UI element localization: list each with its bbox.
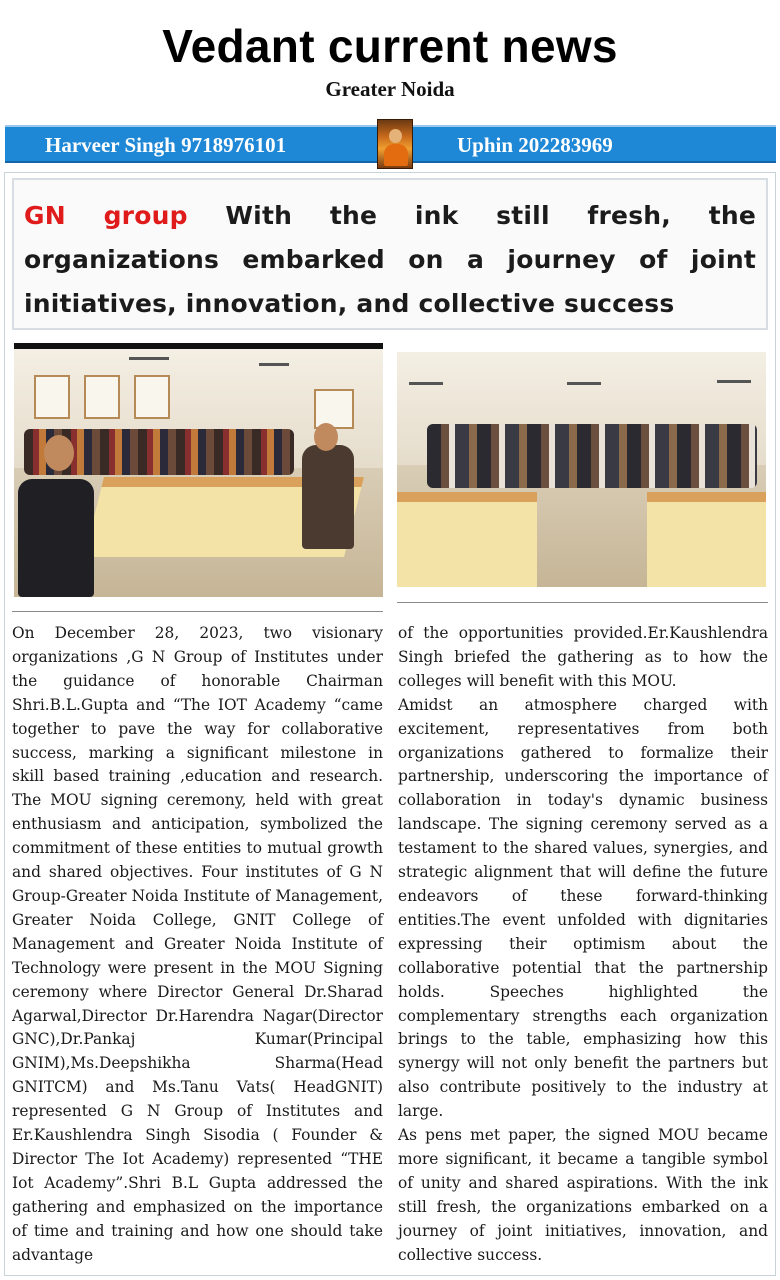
photo-person-seated	[18, 479, 94, 597]
newspaper-title: Vedant current news	[162, 20, 618, 72]
portrait-robe	[384, 144, 408, 166]
photo-window	[314, 389, 354, 429]
photo-person-seated	[302, 445, 354, 549]
photo-group-standing	[427, 424, 757, 488]
photo-signing-ceremony-hall	[14, 343, 383, 597]
photo-window	[34, 375, 70, 419]
photo-window	[134, 375, 170, 419]
article-paragraph: Amidst an atmosphere charged with excitement, representatives from both organizations gathered to formalize their partnership, underscoring the importance of collaboration in today's dynamic business landscape. The signing ceremony served as a testament to the shared values, synergies, and strategic alignment that will define the future endeavors of these forward-thinking entities.The event unfolded with dignitaries expressing their optimism about the collaborative potential that the partnership holds. Speeches highlighted the complementary strengths each organization brings to the table, emphasizing how this synergy will not only benefit the partners but also contribute positively to the industry at large.	[398, 695, 768, 1121]
article-column-right	[398, 622, 768, 1267]
editor-contact: Harveer Singh 9718976101	[45, 133, 287, 157]
photo-person-head	[44, 435, 74, 471]
ceiling-fan-icon	[129, 357, 169, 360]
column-rule	[12, 611, 383, 612]
article-headline	[24, 194, 756, 326]
portrait-face	[389, 129, 402, 143]
headline-box	[12, 178, 768, 330]
masthead	[0, 18, 780, 102]
photo-mou-exchange-group	[397, 352, 766, 587]
ceiling-fan-icon	[567, 382, 601, 385]
ceiling-fan-icon	[259, 363, 289, 366]
portrait-icon	[377, 119, 413, 169]
photo-person-head	[314, 423, 338, 451]
contact-banner	[5, 125, 776, 163]
registration-number: Uphin 202283969	[457, 133, 613, 157]
article-paragraph: As pens met paper, the signed MOU became more significant, it became a tangible symbol of unity and shared aspirations. With the ink still fresh, the organizations embarked on a journey of joint initiatives, innovation, and collective success.	[398, 1126, 768, 1264]
ceiling-fan-icon	[717, 380, 751, 383]
photo-table	[397, 492, 537, 587]
article-paragraph: On December 28, 2023, two visionary organizations ,G N Group of Institutes under the guidance of honorable Chairman Shri.B.L.Gupta and “The IOT Academy “came together to pave the way for collaborative success, marking a significant milestone in skill based training ,education and research. The MOU signing ceremony, held with great enthusiasm and anticipation, symbolized the commitment of these entities to mutual growth and shared objectives. Four institutes of G N Group-Greater Noida Institute of Management, Greater Noida College, GNIT College of Management and Greater Noida Institute of Technology were present in the MOU Signing ceremony where Director General Dr.Sharad Agarwal,Director Dr.Harendra Nagar(Director GNC),Dr.Pankaj Kumar(Principal GNIM),Ms.Deepshikha Sharma(Head GNITCM) and Ms.Tanu Vats( HeadGNIT) represented G N Group of Institutes and Er.Kaushlendra Singh Sisodia ( Founder & Director The Iot Academy) represented “THE Iot Academy”.Shri B.L Gupta addressed the gathering and emphasized on the importance of time and training and how one should take advantage	[12, 624, 383, 1264]
headline-text: With the ink still fresh, the organizations embarked on a journey of joint initiatives, innovation, and collective success	[24, 201, 757, 318]
headline-highlight: GN group	[24, 201, 188, 230]
article-paragraph: of the opportunities provided.Er.Kaushlendra Singh briefed the gathering as to how the colleges will benefit with this MOU.	[398, 624, 768, 690]
photo-table	[647, 492, 766, 587]
newspaper-location: Greater Noida	[325, 77, 455, 101]
photo-window	[84, 375, 120, 419]
column-rule	[397, 602, 768, 603]
ceiling-fan-icon	[409, 382, 443, 385]
article-column-left	[12, 622, 383, 1267]
